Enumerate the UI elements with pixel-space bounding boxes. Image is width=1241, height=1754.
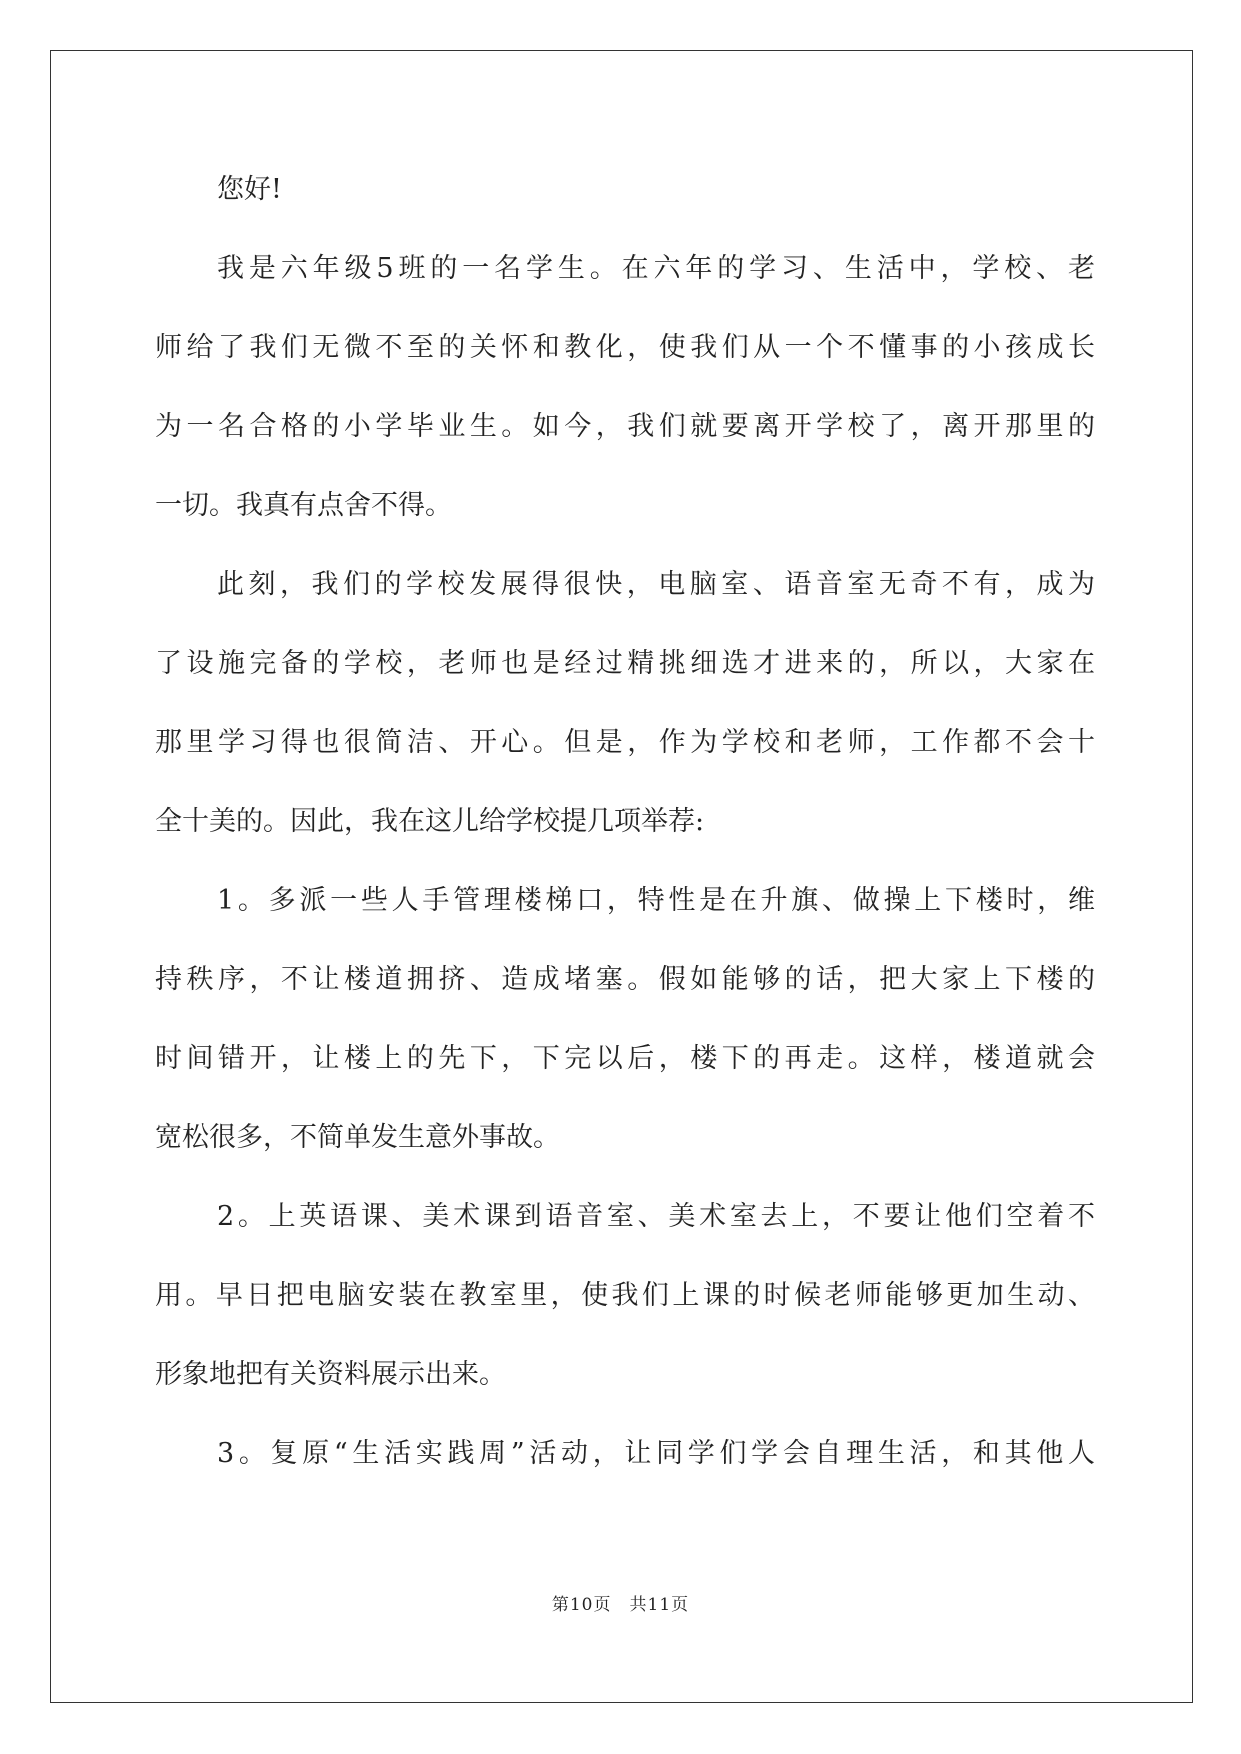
text-line: 形象地把有关资料展示出来。 (155, 1359, 506, 1390)
text-line: 那里学习得也很简洁、开心。但是，作为学校和老师，工作都不会十 (155, 727, 1095, 758)
text-line: 为一名合格的小学毕业生。如今，我们就要离开学校了，离开那里的 (155, 411, 1095, 442)
text-line: 师给了我们无微不至的关怀和教化，使我们从一个不懂事的小孩成长 (155, 332, 1095, 363)
text-line: 此刻，我们的学校发展得很快，电脑室、语音室无奇不有，成为 (217, 569, 1095, 600)
text-line: 2。上英语课、美术课到语音室、美术室去上，不要让他们空着不 (217, 1201, 1095, 1232)
greeting-line: 您好! (217, 174, 282, 205)
text-line: 我是六年级5班的一名学生。在六年的学习、生活中，学校、老 (217, 253, 1095, 284)
text-line: 了设施完备的学校，老师也是经过精挑细选才进来的，所以，大家在 (155, 648, 1095, 679)
text-line: 宽松很多，不简单发生意外事故。 (155, 1122, 560, 1153)
text-line: 全十美的。因此，我在这儿给学校提几项举荐: (155, 806, 705, 837)
text-line: 持秩序，不让楼道拥挤、造成堵塞。假如能够的话，把大家上下楼的 (155, 964, 1095, 995)
text-line: 时间错开，让楼上的先下，下完以后，楼下的再走。这样，楼道就会 (155, 1043, 1095, 1074)
text-line: 3。复原“生活实践周”活动，让同学们学会自理生活，和其他人 (217, 1438, 1095, 1469)
page-footer (0, 1590, 1241, 1615)
page-number-current: 第10页 (551, 1595, 612, 1615)
page-number-total: 共11页 (629, 1595, 690, 1615)
text-line: 1。多派一些人手管理楼梯口，特性是在升旗、做操上下楼时，维 (217, 885, 1095, 916)
text-line: 一切。我真有点舍不得。 (155, 490, 452, 521)
text-line: 用。早日把电脑安装在教室里，使我们上课的时候老师能够更加生动、 (155, 1280, 1095, 1311)
